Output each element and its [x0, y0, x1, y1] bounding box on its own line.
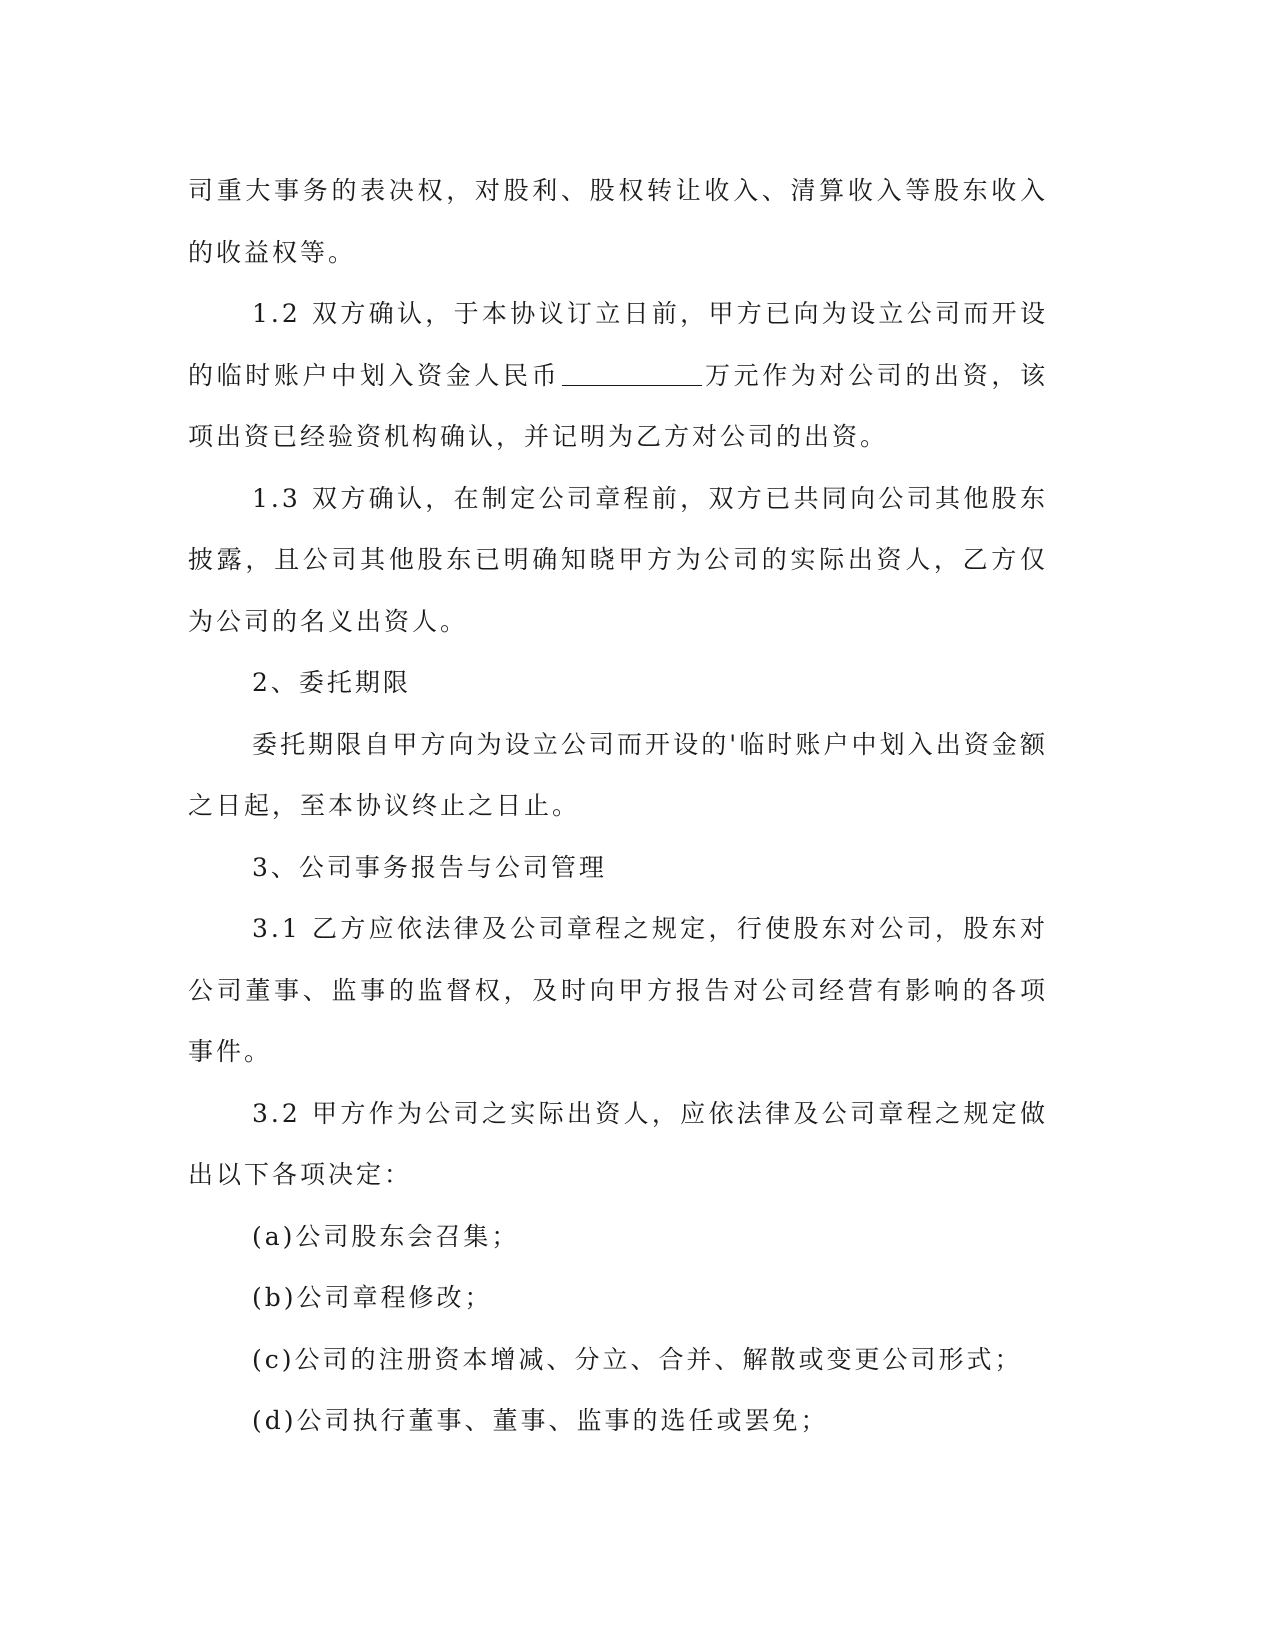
list-item-b: (b)公司章程修改；: [252, 1283, 493, 1312]
document-body: [188, 160, 1048, 1452]
paragraph-shareholder-rights: 司重大事务的表决权，对股利、股权转让收入、清算收入等股东收入的收益权等。: [188, 176, 1048, 267]
paragraph-3-2-decisions: 3.2 甲方作为公司之实际出资人，应依法律及公司章程之规定做出以下各项决定：: [188, 1098, 1048, 1189]
paragraph-1-3-disclosure: 1.3 双方确认，在制定公司章程前，双方已共同向公司其他股东披露，且公司其他股东已明确知晓甲方为公司的实际出资人，乙方仅为公司的名义出资人。: [188, 483, 1048, 636]
heading-3-company-affairs: 3、公司事务报告与公司管理: [252, 852, 607, 882]
list-item-a: (a)公司股东会召集；: [252, 1221, 520, 1251]
list-item-d: (d)公司执行董事、董事、监事的选任或罢免；: [252, 1406, 829, 1435]
paragraph-1-2-capital-contribution: [188, 283, 1048, 468]
amount-blank-field: [562, 361, 702, 386]
paragraph-entrustment-period: 委托期限自甲方向为设立公司而开设的'临时账户中划入出资金额之日起，至本协议终止之日止。: [188, 729, 1048, 820]
heading-2-entrustment-period: 2、委托期限: [252, 668, 411, 697]
list-item-c: (c)公司的注册资本增减、分立、合并、解散或变更公司形式；: [252, 1344, 1023, 1374]
paragraph-3-1-supervision: 3.1 乙方应依法律及公司章程之规定，行使股东对公司，股东对公司董事、监事的监督权，及时向甲方报告对公司经营有影响的各项事件。: [188, 914, 1048, 1066]
paragraph-1-2-text-after: 万元作为对公司的出资，该项出资已经验资机构确认，并记明为乙方对公司的出资。: [188, 360, 1048, 451]
paragraph-1-2-text-before: 1.2 双方确认，于本协议订立日前，甲方已向为设立公司而开设的临时账户中划入资金人民币: [188, 299, 1048, 390]
